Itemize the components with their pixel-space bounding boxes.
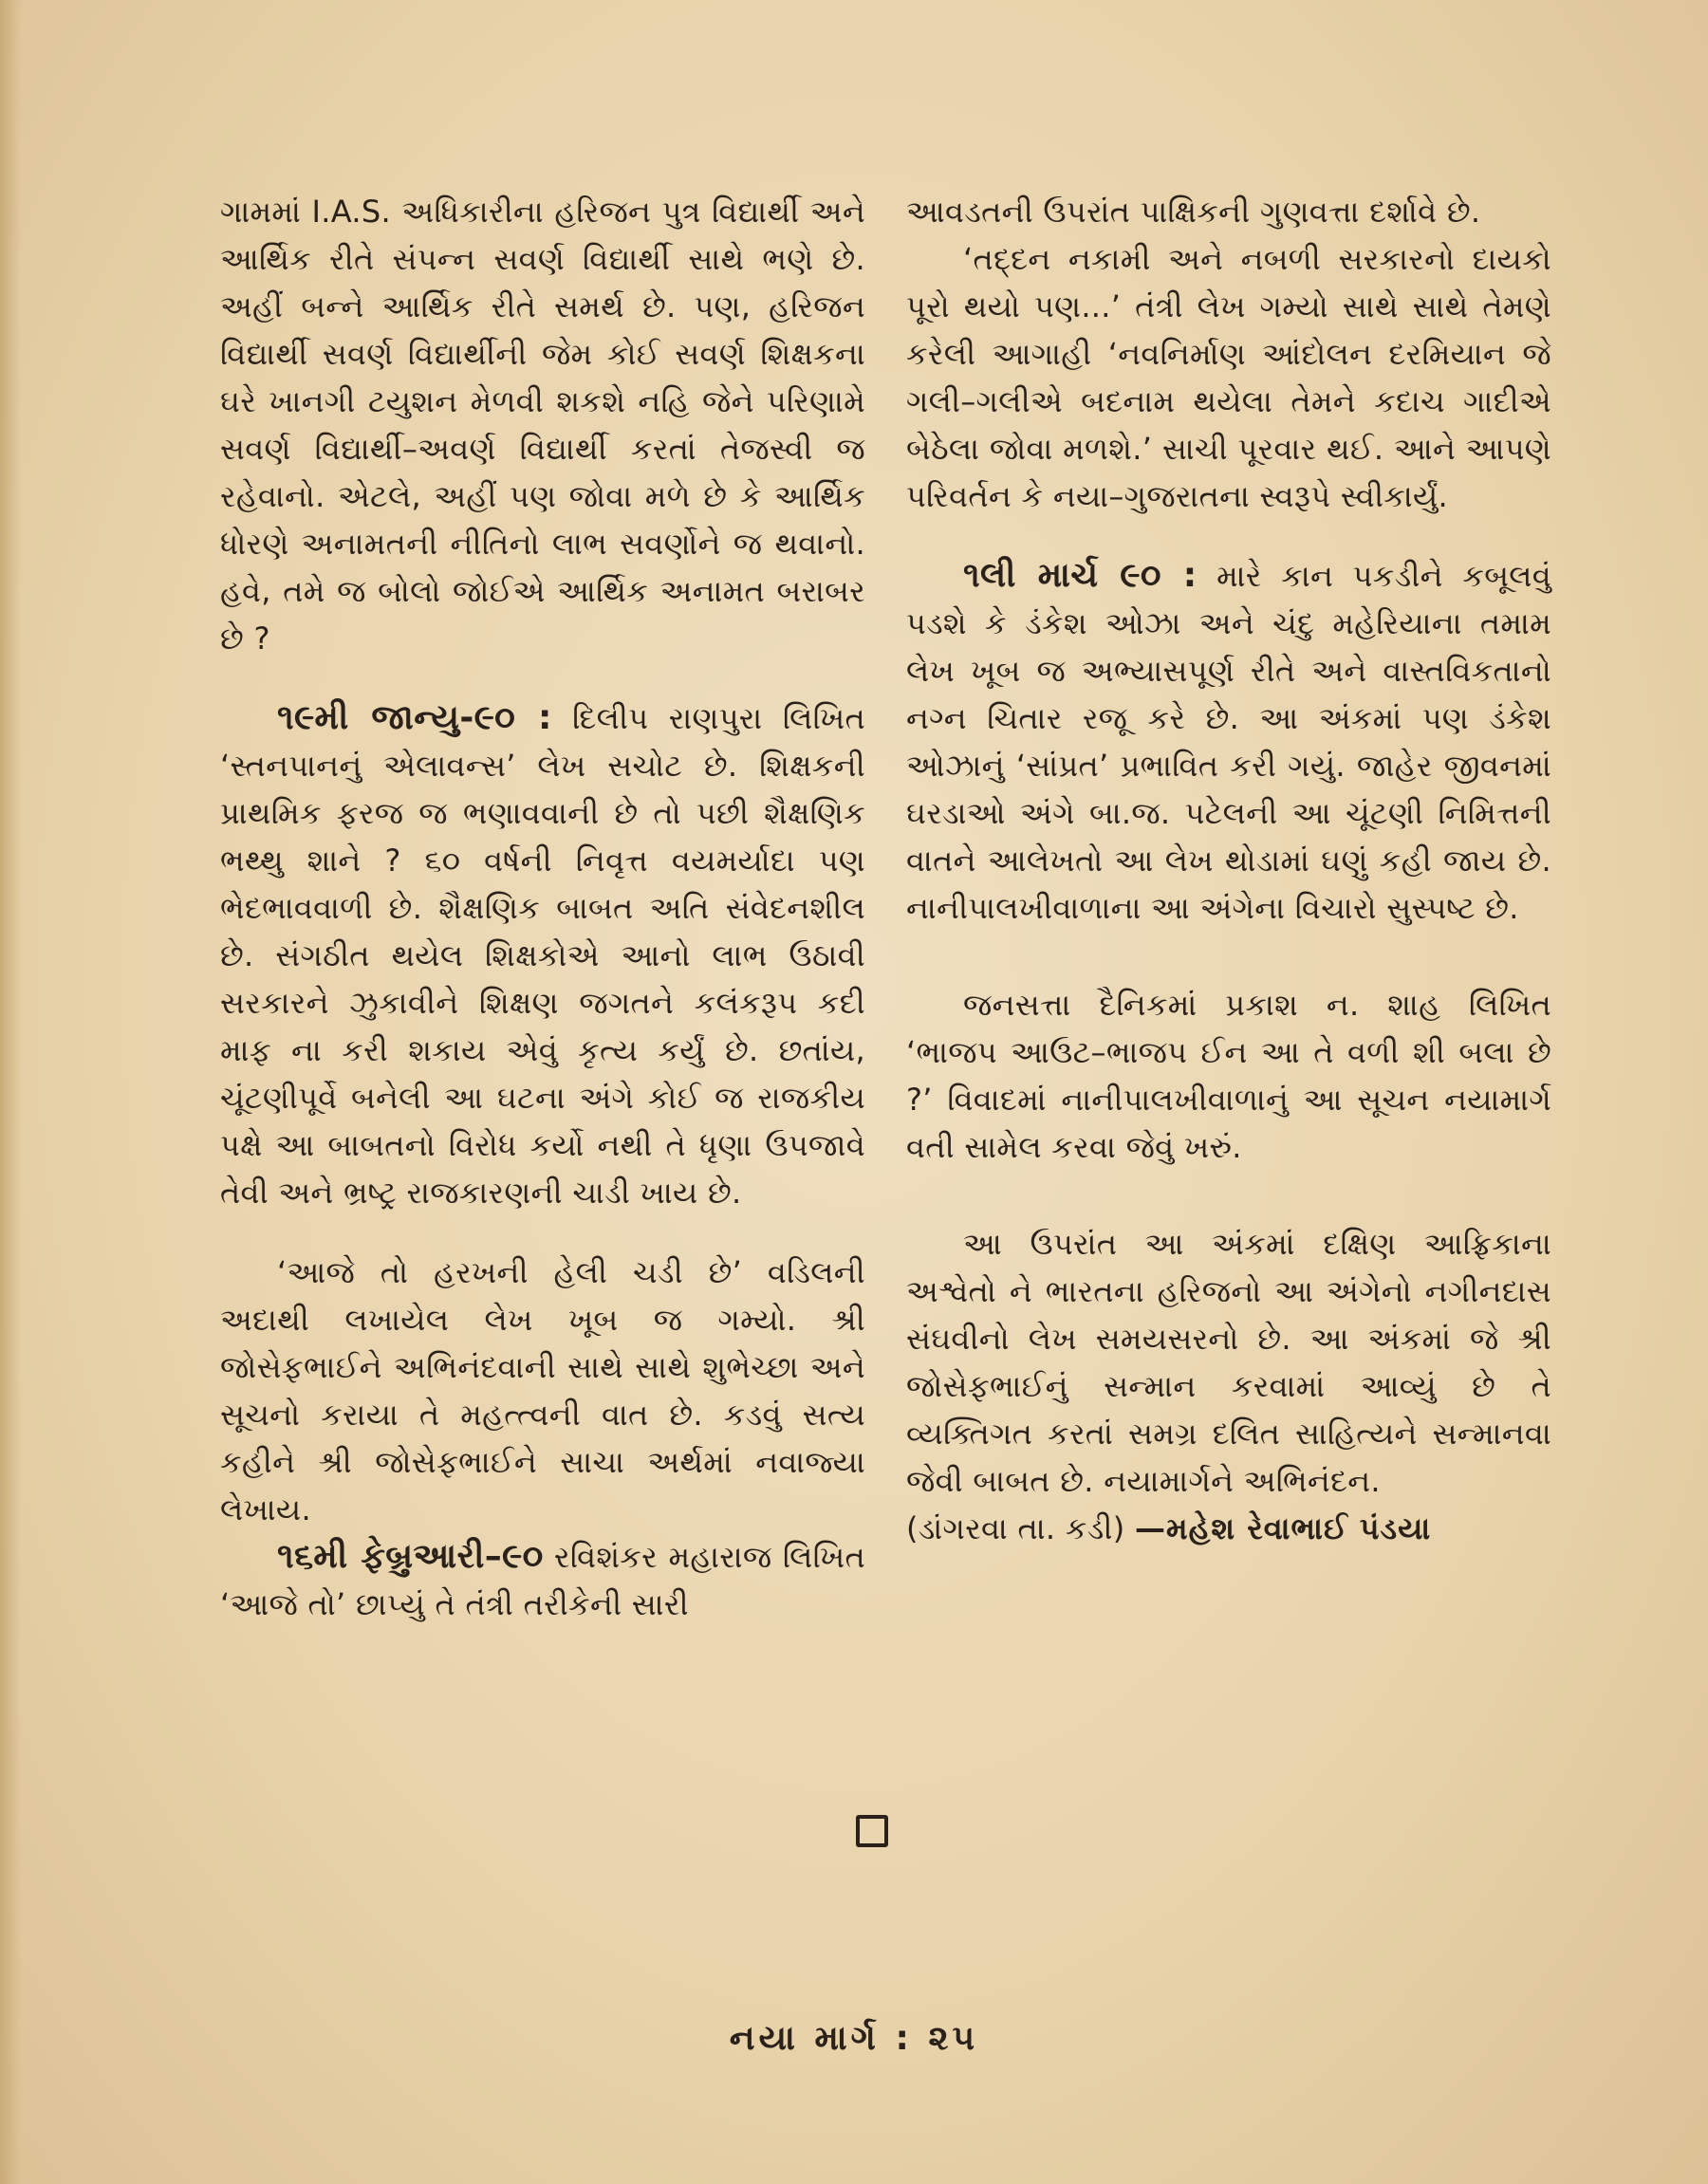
right-column	[906, 188, 1551, 1552]
end-of-article-mark	[856, 1815, 888, 1847]
paragraph	[220, 188, 865, 662]
paragraph	[906, 552, 1551, 932]
left-column	[220, 188, 865, 1628]
paragraph	[906, 188, 1551, 235]
paragraph	[906, 981, 1551, 1171]
letter-date: ૧૯મી જાન્યુ-૯૦ :	[277, 698, 552, 737]
signature-name: —મહેશ રેવાભાઈ પંડયા	[1135, 1510, 1432, 1546]
paragraph-text: ગામમાં I.A.S. અધિકારીના હરિજન પુત્ર વિદ્યાર્થી અને આર્થિક રીતે સંપન્ન સવર્ણ વિદ્યાર્થી સાથે ભણે છે. અહીં બન્ને આર્થિક રીતે સમર્થ છે. પણ, હરિજન વિદ્યાર્થી સવર્ણ વિદ્યાર્થીની જેમ કોઈ સવર્ણ શિક્ષકના ઘરે ખાનગી ટયુશન મેળવી શકશે નહિ જેને પરિણામે સવર્ણ વિદ્યાર્થી–અવર્ણ વિદ્યાર્થી કરતાં તેજસ્વી જ રહેવાનો. એટલે, અહીં પણ જોવા મળે છે કે આર્થિક ધોરણે અનામતની નીતિનો લાભ સવર્ણોને જ થવાનો. હવે, તમે જ બોલો જોઈએ આર્થિક અનામત બરાબર છે ?	[220, 194, 865, 657]
paragraph-text: દિલીપ રાણપુરા લિખિત ‘સ્તનપાનનું એલાવન્સ’ લેખ સચોટ છે. શિક્ષકની પ્રાથમિક ફરજ જ ભણાવવાની છે તો પછી શૈક્ષણિક ભથ્થુ શાને ? ૬૦ વર્ષની નિવૃત્ત વયમર્યાદા પણ ભેદભાવવાળી છે. શૈક્ષણિક બાબત અતિ સંવેદનશીલ છે. સંગઠીત થયેલ શિક્ષકોએ આનો લાભ ઉઠાવી સરકારને ઝુકાવીને શિક્ષણ જગતને કલંકરૂપ કદી માફ ના કરી શકાય એવું કૃત્ય કર્યું છે. છતાંય, ચૂંટણીપૂર્વે બનેલી આ ઘટના અંગે કોઈ જ રાજકીય પક્ષે આ બાબતનો વિરોધ કર્યો નથી તે ધૃણા ઉપજાવે તેવી અને ભ્રષ્ટ્ર રાજકારણની ચાડી ખાય છે.	[220, 700, 866, 1211]
paragraph-text: મારે કાન પકડીને કબૂલવું પડશે કે ડંકેશ ઓઝા અને ચંદુ મહેરિયાના તમામ લેખ ખૂબ જ અભ્યાસપૂર્ણ રીતે અને વાસ્તવિકતાનો નગ્ન ચિતાર રજૂ કરે છે. આ અંકમાં પણ ડંકેશ ઓઝાનું ‘સાંપ્રત’ પ્રભાવિત કરી ગયું. જાહેર જીવનમાં ઘરડાઓ અંગે બા.જ. પટેલની આ ચૂંટણી નિમિત્તની વાતને આલેખતો આ લેખ થોડામાં ઘણું કહી જાય છે. નાનીપાલખીવાળાના આ અંગેના વિચારો સુસ્પષ્ટ છે.	[906, 558, 1552, 926]
signature-place: (ડાંગરવા તા. કડી)	[906, 1510, 1125, 1546]
letter-date: ૧૬મી ફેબ્રુઆરી–૯૦	[277, 1537, 544, 1576]
paragraph-text: આ ઉપરાંત આ અંકમાં દક્ષિણ આફ્રિકાના અશ્વેતો ને ભારતના હરિજનો આ અંગેનો નગીનદાસ સંઘવીનો લેખ સમયસરનો છે. આ અંકમાં જે શ્રી જોસેફભાઈનું સન્માન કરવામાં આવ્યું છે તે વ્યક્તિગત કરતાં સમગ્ર દલિત સાહિત્યને સન્માનવા જેવી બાબત છે. નયામાર્ગને અભિનંદન.	[906, 1226, 1551, 1499]
paragraph-text: જનસત્તા દૈનિકમાં પ્રકાશ ન. શાહ લિખિત ‘ભાજપ આઉટ–ભાજપ ઈન આ તે વળી શી બલા છે ?’ વિવાદમાં નાનીપાલખીવાળાનું આ સૂચન નયામાર્ગ વતી સામેલ કરવા જેવું ખરું.	[906, 987, 1551, 1165]
signature-line	[906, 1505, 1551, 1552]
paragraph	[220, 1249, 865, 1533]
paragraph-text: ‘આજે તો હરખની હેલી ચડી છે’ વડિલની અદાથી લખાયેલ લેખ ખૂબ જ ગમ્યો. શ્રી જોસેફભાઈને અભિનંદવાની સાથે સાથે શુભેચ્છા અને સૂચનો કરાયા તે મહત્ત્વની વાત છે. કડવું સત્ય કહીને શ્રી જોસેફભાઈને સાચા અર્થમાં નવાજ્યા લેખાય.	[220, 1254, 865, 1527]
paragraph	[220, 694, 865, 1216]
paragraph	[906, 1220, 1551, 1505]
paragraph-text: ‘તદ્દન નકામી અને નબળી સરકારનો દાયકો પૂરો થયો પણ...’ તંત્રી લેખ ગમ્યો સાથે સાથે તેમણે કરેલી આગાહી ‘નવનિર્માણ આંદોલન દરમિયાન જે ગલી–ગલીએ બદનામ થયેલા તેમને કદાચ ગાદીએ બેઠેલા જોવા મળશે.’ સાચી પૂરવાર થઈ. આને આપણે પરિવર્તન કે નયા–ગુજરાતના સ્વરૂપે સ્વીકાર્યું.	[906, 241, 1551, 514]
paragraph	[906, 235, 1551, 520]
paragraph-text: રવિશંકર મહારાજ લિખિત ‘આજે તો’ છાપ્યું તે તંત્રી તરીકેની સારી	[220, 1539, 865, 1622]
page-footer: નયા માર્ગ : ૨૫	[729, 2019, 979, 2058]
paragraph-text: આવડતની ઉપરાંત પાક્ષિકની ગુણવત્તા દર્શાવે છે.	[906, 194, 1481, 230]
letter-date: ૧લી માર્ચ ૯૦ :	[963, 556, 1197, 595]
paragraph	[220, 1533, 865, 1628]
